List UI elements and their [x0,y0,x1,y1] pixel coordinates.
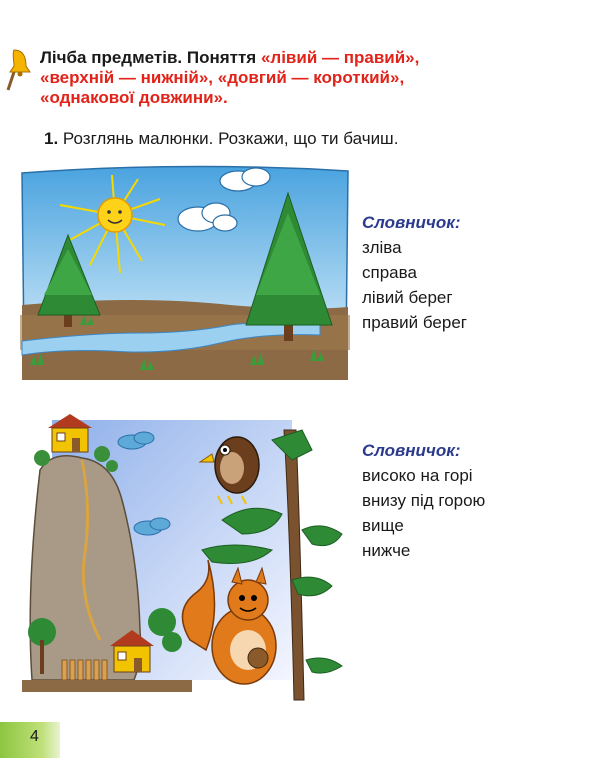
vocabulary-box-left-right [362,210,467,335]
vocabulary-box-top-bottom [362,438,485,563]
vocabulary-item: зліва [362,238,402,257]
title-highlight-top-bottom: «верхній — нижній», «довгий — короткий», [40,68,405,87]
house-top-icon [48,414,92,452]
vocabulary-item: внизу під горою [362,491,486,510]
vocabulary-item: лівий берег [362,288,453,307]
task-text: Розглянь малюнки. Розкажи, що ти бачиш. [62,129,399,148]
title-highlight-same-length: «однакової довжини». [40,88,228,107]
page-number-tab [0,722,60,758]
title-text: Лічба предметів. Поняття [40,48,261,67]
vocabulary-item: нижче [362,541,411,560]
landscape-illustration [20,165,350,380]
page-number: 4 [30,728,39,745]
mountain-owl-squirrel-illustration [22,410,348,702]
vocabulary-item: справа [362,263,417,282]
task-1 [44,128,564,150]
vocabulary-item: високо на горі [362,466,473,485]
task-number: 1. [44,129,59,148]
title-highlight-left-right: «лівий — правий», [260,48,420,67]
bell-icon [6,44,32,92]
vocabulary-item: правий берег [362,313,467,332]
vocabulary-heading: Словничок: [362,213,461,232]
lesson-title [40,48,585,108]
vocabulary-heading: Словничок: [362,441,461,460]
vocabulary-item: вище [362,516,404,535]
